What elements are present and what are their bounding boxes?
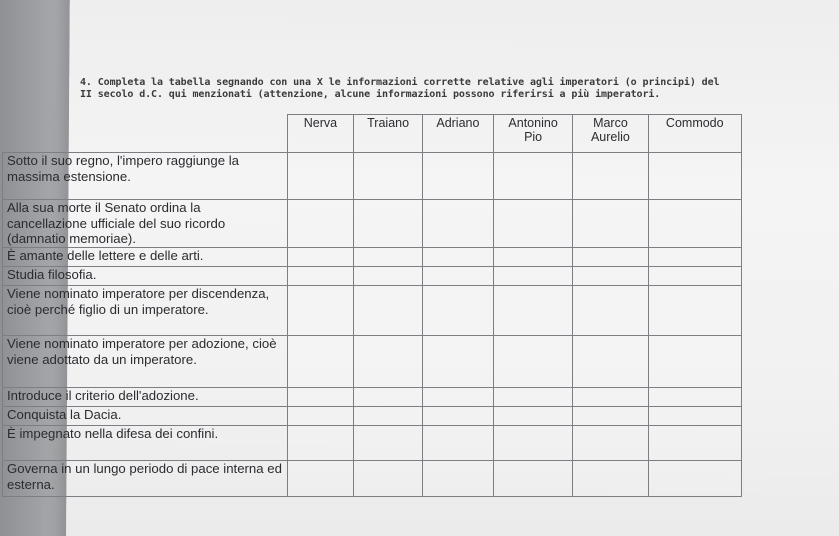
answer-cell[interactable]	[648, 267, 741, 286]
column-header-marco-aurelio: Marco Aurelio	[573, 115, 648, 153]
answer-cell[interactable]	[573, 426, 648, 461]
answer-cell[interactable]	[354, 426, 423, 461]
answer-cell[interactable]	[648, 461, 741, 497]
answer-cell[interactable]	[648, 426, 741, 461]
answer-cell[interactable]	[493, 407, 572, 426]
row-statement: Viene nominato imperatore per adozione, cioè viene adottato da un imperatore.	[3, 336, 288, 388]
answer-cell[interactable]	[354, 200, 423, 248]
exercise-instructions: 4. Completa la tabella segnando con una X le informazioni corrette relative agli imperatori (o principi) del II secolo d.C. qui menzionati (attenzione, alcune informazioni possono riferirsi a più imperatori.	[80, 77, 720, 100]
table-row	[3, 248, 742, 267]
answer-cell[interactable]	[354, 461, 423, 497]
answer-cell[interactable]	[648, 407, 741, 426]
answer-cell[interactable]	[287, 461, 354, 497]
answer-cell[interactable]	[287, 153, 354, 200]
column-header-commodo: Commodo	[648, 115, 741, 153]
answer-cell[interactable]	[422, 388, 493, 407]
answer-cell[interactable]	[354, 336, 423, 388]
answer-cell[interactable]	[493, 200, 572, 248]
column-header-traiano: Traiano	[354, 115, 423, 153]
answer-cell[interactable]	[354, 286, 423, 336]
row-statement: È impegnato nella difesa dei confini.	[3, 426, 288, 461]
answer-cell[interactable]	[648, 336, 741, 388]
table-row	[3, 461, 742, 497]
answer-cell[interactable]	[573, 248, 648, 267]
header-corner	[3, 115, 288, 153]
answer-cell[interactable]	[648, 200, 741, 248]
column-header-antonino-pio: Antonino Pio	[493, 115, 572, 153]
header-row	[3, 115, 742, 153]
answer-cell[interactable]	[648, 248, 741, 267]
row-statement: Conquista la Dacia.	[3, 407, 288, 426]
answer-cell[interactable]	[573, 388, 648, 407]
answer-cell[interactable]	[573, 267, 648, 286]
answer-cell[interactable]	[493, 388, 572, 407]
answer-cell[interactable]	[493, 426, 572, 461]
answer-cell[interactable]	[354, 267, 423, 286]
answer-cell[interactable]	[287, 388, 354, 407]
answer-cell[interactable]	[493, 461, 572, 497]
answer-cell[interactable]	[422, 286, 493, 336]
answer-cell[interactable]	[422, 461, 493, 497]
row-statement: Governa in un lungo periodo di pace interna ed esterna.	[3, 461, 288, 497]
row-statement: Studia filosofia.	[3, 267, 288, 286]
answer-cell[interactable]	[493, 248, 572, 267]
answer-cell[interactable]	[573, 336, 648, 388]
answer-cell[interactable]	[354, 153, 423, 200]
answer-cell[interactable]	[354, 388, 423, 407]
row-statement: Alla sua morte il Senato ordina la cancellazione ufficiale del suo ricordo (damnatio memoriae).	[3, 200, 288, 248]
answer-cell[interactable]	[287, 426, 354, 461]
table-row	[3, 407, 742, 426]
table-row	[3, 426, 742, 461]
table-row	[3, 388, 742, 407]
row-statement: È amante delle lettere e delle arti.	[3, 248, 288, 267]
answer-cell[interactable]	[422, 407, 493, 426]
answer-cell[interactable]	[493, 153, 572, 200]
answer-cell[interactable]	[648, 388, 741, 407]
row-statement: Viene nominato imperatore per discendenza, cioè perché figlio di un imperatore.	[3, 286, 288, 336]
answer-cell[interactable]	[493, 336, 572, 388]
answer-cell[interactable]	[493, 267, 572, 286]
answer-cell[interactable]	[422, 267, 493, 286]
row-statement: Sotto il suo regno, l'impero raggiunge la massima estensione.	[3, 153, 288, 200]
answer-cell[interactable]	[287, 336, 354, 388]
answer-cell[interactable]	[573, 153, 648, 200]
answer-cell[interactable]	[573, 286, 648, 336]
table-row	[3, 267, 742, 286]
answer-cell[interactable]	[287, 407, 354, 426]
table-row	[3, 286, 742, 336]
row-statement: Introduce il criterio dell'adozione.	[3, 388, 288, 407]
answer-cell[interactable]	[573, 407, 648, 426]
answer-cell[interactable]	[573, 200, 648, 248]
column-header-nerva: Nerva	[287, 115, 354, 153]
answer-table	[2, 114, 742, 497]
answer-cell[interactable]	[422, 248, 493, 267]
answer-cell[interactable]	[573, 461, 648, 497]
answer-cell[interactable]	[354, 407, 423, 426]
table-row	[3, 336, 742, 388]
answer-cell[interactable]	[493, 286, 572, 336]
answer-cell[interactable]	[287, 267, 354, 286]
answer-cell[interactable]	[422, 200, 493, 248]
answer-cell[interactable]	[648, 286, 741, 336]
answer-cell[interactable]	[287, 200, 354, 248]
answer-cell[interactable]	[422, 336, 493, 388]
answer-cell[interactable]	[422, 426, 493, 461]
column-header-adriano: Adriano	[422, 115, 493, 153]
answer-cell[interactable]	[648, 153, 741, 200]
answer-cell[interactable]	[287, 286, 354, 336]
table-row	[3, 200, 742, 248]
table-row	[3, 153, 742, 200]
answer-cell[interactable]	[354, 248, 423, 267]
answer-cell[interactable]	[422, 153, 493, 200]
answer-cell[interactable]	[287, 248, 354, 267]
